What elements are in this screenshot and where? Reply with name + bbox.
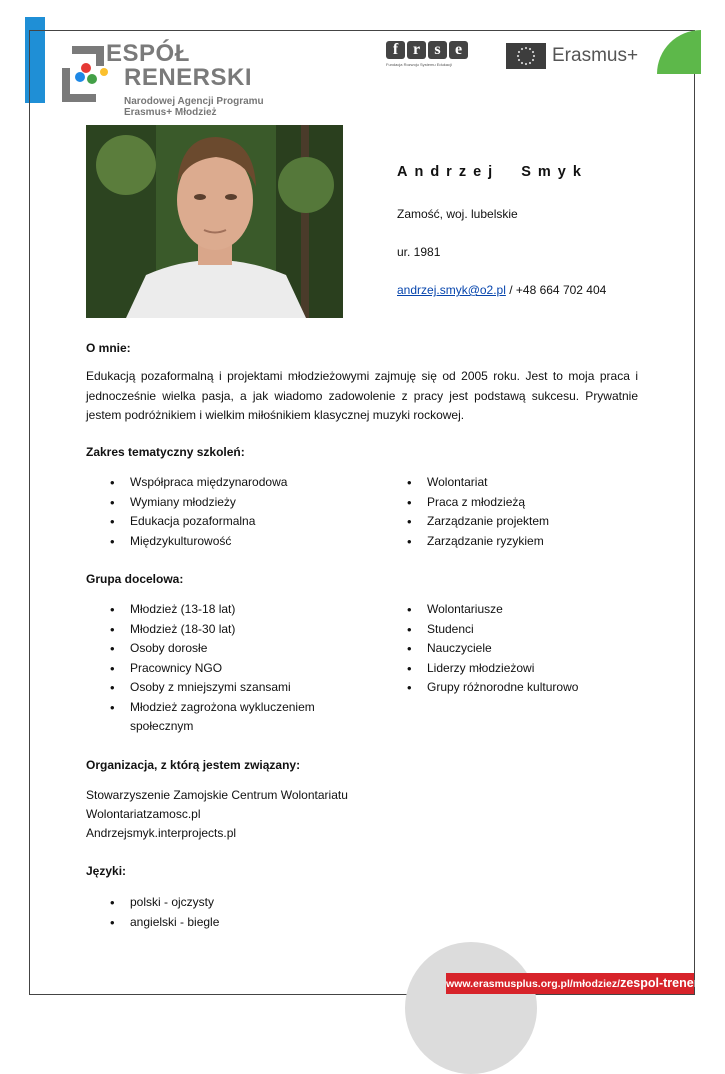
profile-photo [86, 125, 343, 318]
list-item: • Zarządzanie projektem [407, 512, 549, 532]
list-item [110, 698, 315, 737]
birth-year-text: ur. 1981 [397, 245, 441, 259]
list-item-line1: Młodzież zagrożona wykluczeniem [130, 699, 315, 714]
list-item: • Osoby z mniejszymi szansami [110, 678, 315, 698]
list-item: • Wolontariusze [407, 600, 578, 620]
topics-heading: Zakres tematyczny szkoleń: [86, 445, 245, 459]
target-list-right [407, 600, 578, 698]
list-item: • Współpraca międzynarodowa [110, 473, 287, 493]
list-item: • Wymiany młodzieży [110, 493, 287, 513]
frse-logo [386, 41, 468, 73]
list-item: • Młodzież (18-30 lat) [110, 620, 315, 640]
organization-heading: Organizacja, z którą jestem związany: [86, 758, 301, 772]
profile-photo-image [86, 125, 343, 318]
languages-heading: Języki: [86, 864, 127, 878]
zespol-trenerski-logo [62, 40, 292, 120]
frse-letter-e: e [449, 41, 468, 59]
contact-line [397, 283, 606, 297]
list-item: • Pracownicy NGO [110, 659, 315, 679]
footer-url-prefix: www.erasmusplus.org.pl/młodziez/ [446, 978, 621, 990]
logo-subtitle-line2: Erasmus+ Młodzież [124, 107, 217, 118]
list-item: • Praca z młodzieżą [407, 493, 549, 513]
logo-text-line2: RENERSKI [124, 64, 253, 91]
list-item: • Liderzy młodzieżowi [407, 659, 578, 679]
organization-name: Stowarzyszenie Zamojskie Centrum Wolontariatu [86, 788, 348, 802]
logo-subtitle-line1: Narodowej Agencji Programu [124, 96, 264, 107]
list-item: • Zarządzanie ryzykiem [407, 532, 549, 552]
list-item: • Osoby dorosłe [110, 639, 315, 659]
about-heading: O mnie: [86, 341, 131, 355]
grey-accent-circle [405, 942, 537, 1074]
organization-website: Wolontariatzamosc.pl [86, 807, 201, 821]
frse-wordmark [386, 41, 468, 59]
topics-list-right [407, 473, 549, 551]
phone-text: / +48 664 702 404 [505, 283, 607, 297]
list-item: • Studenci [407, 620, 578, 640]
frse-letter-s: s [428, 41, 447, 59]
logo-text-line1: ESPÓŁ [106, 40, 190, 67]
person-name: Andrzej Smyk [397, 164, 588, 180]
list-item: • angielski - biegle [110, 913, 219, 933]
eu-flag-icon [506, 43, 546, 69]
frse-letter-r: r [407, 41, 426, 59]
about-text: Edukacją pozaformalną i projektami młodzieżowymi zajmuję się od 2005 roku. Jest to moja praca i jednocześnie wielka pasja, a jak wiadomo zadowolenie z pracy jest podstawą sukcesu. Prywatnie jestem podróżnikiem i wielkim miłośnikiem klasycznej muzyki rockowej. [86, 369, 638, 422]
list-item: • polski - ojczysty [110, 893, 219, 913]
list-item-line2: społecznym [130, 719, 194, 733]
list-item: • Grupy różnorodne kulturowo [407, 678, 578, 698]
list-item: • Młodzież (13-18 lat) [110, 600, 315, 620]
organization-list [86, 786, 348, 843]
languages-list [110, 893, 219, 932]
location-text: Zamość, woj. lubelskie [397, 207, 518, 221]
logo-subtitle [124, 96, 264, 118]
target-group-heading: Grupa docelowa: [86, 572, 184, 586]
footer-url-bold: zespol-trenerski [620, 976, 716, 990]
topics-list-left [110, 473, 287, 551]
list-item: • Edukacja pozaformalna [110, 512, 287, 532]
personal-website: Andrzejsmyk.interprojects.pl [86, 826, 237, 840]
erasmus-plus-logo [506, 42, 638, 70]
list-item: • Nauczyciele [407, 639, 578, 659]
email-link[interactable]: andrzej.smyk@o2.pl [397, 283, 506, 297]
frse-subtitle: Fundacja Rozwoju Systemu Edukacji [386, 62, 452, 67]
list-item: • Wolontariat [407, 473, 549, 493]
erasmus-plus-label: Erasmus+ [552, 45, 639, 66]
target-list-left [110, 600, 315, 737]
footer-url-banner[interactable] [446, 973, 716, 994]
list-item: • Międzykulturowość [110, 532, 287, 552]
frse-letter-f: f [386, 41, 405, 59]
